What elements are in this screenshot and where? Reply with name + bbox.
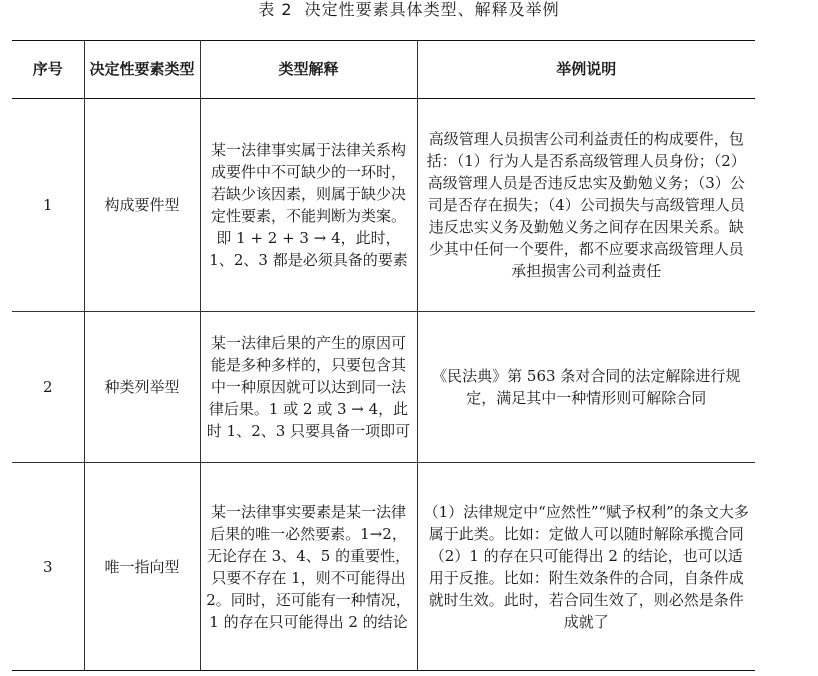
header-example: 举例说明 [417, 41, 755, 99]
row-example [417, 99, 755, 312]
table-row [12, 99, 755, 312]
row-type: 唯一指向型 [84, 463, 200, 671]
table-number: 表 2 [258, 0, 293, 19]
header-row [12, 41, 755, 99]
example-paragraph: 《民法典》第 563 条对合同的法定解除进行规定，满足其中一种情形则可解除合同 [432, 367, 741, 407]
row-explanation: 某一法律事实要素是某一法律后果的唯一必然要素。1→2，无论存在 3、4、5 的重要性，只要不存在 1，则不可能得出 2。同时，还可能有一种情况，1 的存在只可能得出 2 的结论 [200, 463, 417, 671]
row-type: 种类列举型 [84, 312, 200, 463]
row-example [417, 463, 755, 671]
example-paragraph: （1）法律规定中“应然性”“赋予权利”的条文大多属于此类。比如：定做人可以随时解除承揽合同 [423, 502, 749, 543]
header-seq: 序号 [12, 41, 84, 99]
row-explanation: 某一法律后果的产生的原因可能是多种多样的，只要包含其中一种原因就可以达到同一法律后果。1 或 2 或 3 → 4，此时 1、2、3 只要具备一项即可 [200, 312, 417, 463]
table-title: 决定性要素具体类型、解释及举例 [304, 0, 560, 19]
table-row [12, 463, 755, 671]
row-type: 构成要件型 [84, 99, 200, 312]
header-type: 决定性要素类型 [84, 41, 200, 99]
example-paragraph: （2）1 的存在只可能得出 2 的结论，也可以适用于反推。比如：附生效条件的合同，自条件成就时生效。此时，若合同生效了，则必然是条件成就了 [428, 546, 744, 631]
row-example [417, 312, 755, 463]
table-row [12, 312, 755, 463]
row-explanation: 某一法律事实属于法律关系构成要件中不可缺少的一环时，若缺少该因素，则属于缺少决定性要素，不能判断为类案。即 1 + 2 + 3 → 4，此时，1、2、3 都是必须具备的要素 [200, 99, 417, 312]
header-explanation: 类型解释 [200, 41, 417, 99]
row-seq: 3 [12, 463, 84, 671]
row-seq: 2 [12, 312, 84, 463]
table-caption [0, 0, 818, 20]
example-paragraph: 高级管理人员损害公司利益责任的构成要件，包括：（1）行为人是否系高级管理人员身份；（2）高级管理人员是否违反忠实及勤勉义务；（3）公司是否存在损失；（4）公司损失与高级管理人员违反忠实义务及勤勉义务之间存在因果关系。缺少其中任何一个要件，都不应要求高级管理人员承担损害公司利益责任 [426, 130, 746, 280]
classification-table [12, 40, 755, 671]
row-seq: 1 [12, 99, 84, 312]
